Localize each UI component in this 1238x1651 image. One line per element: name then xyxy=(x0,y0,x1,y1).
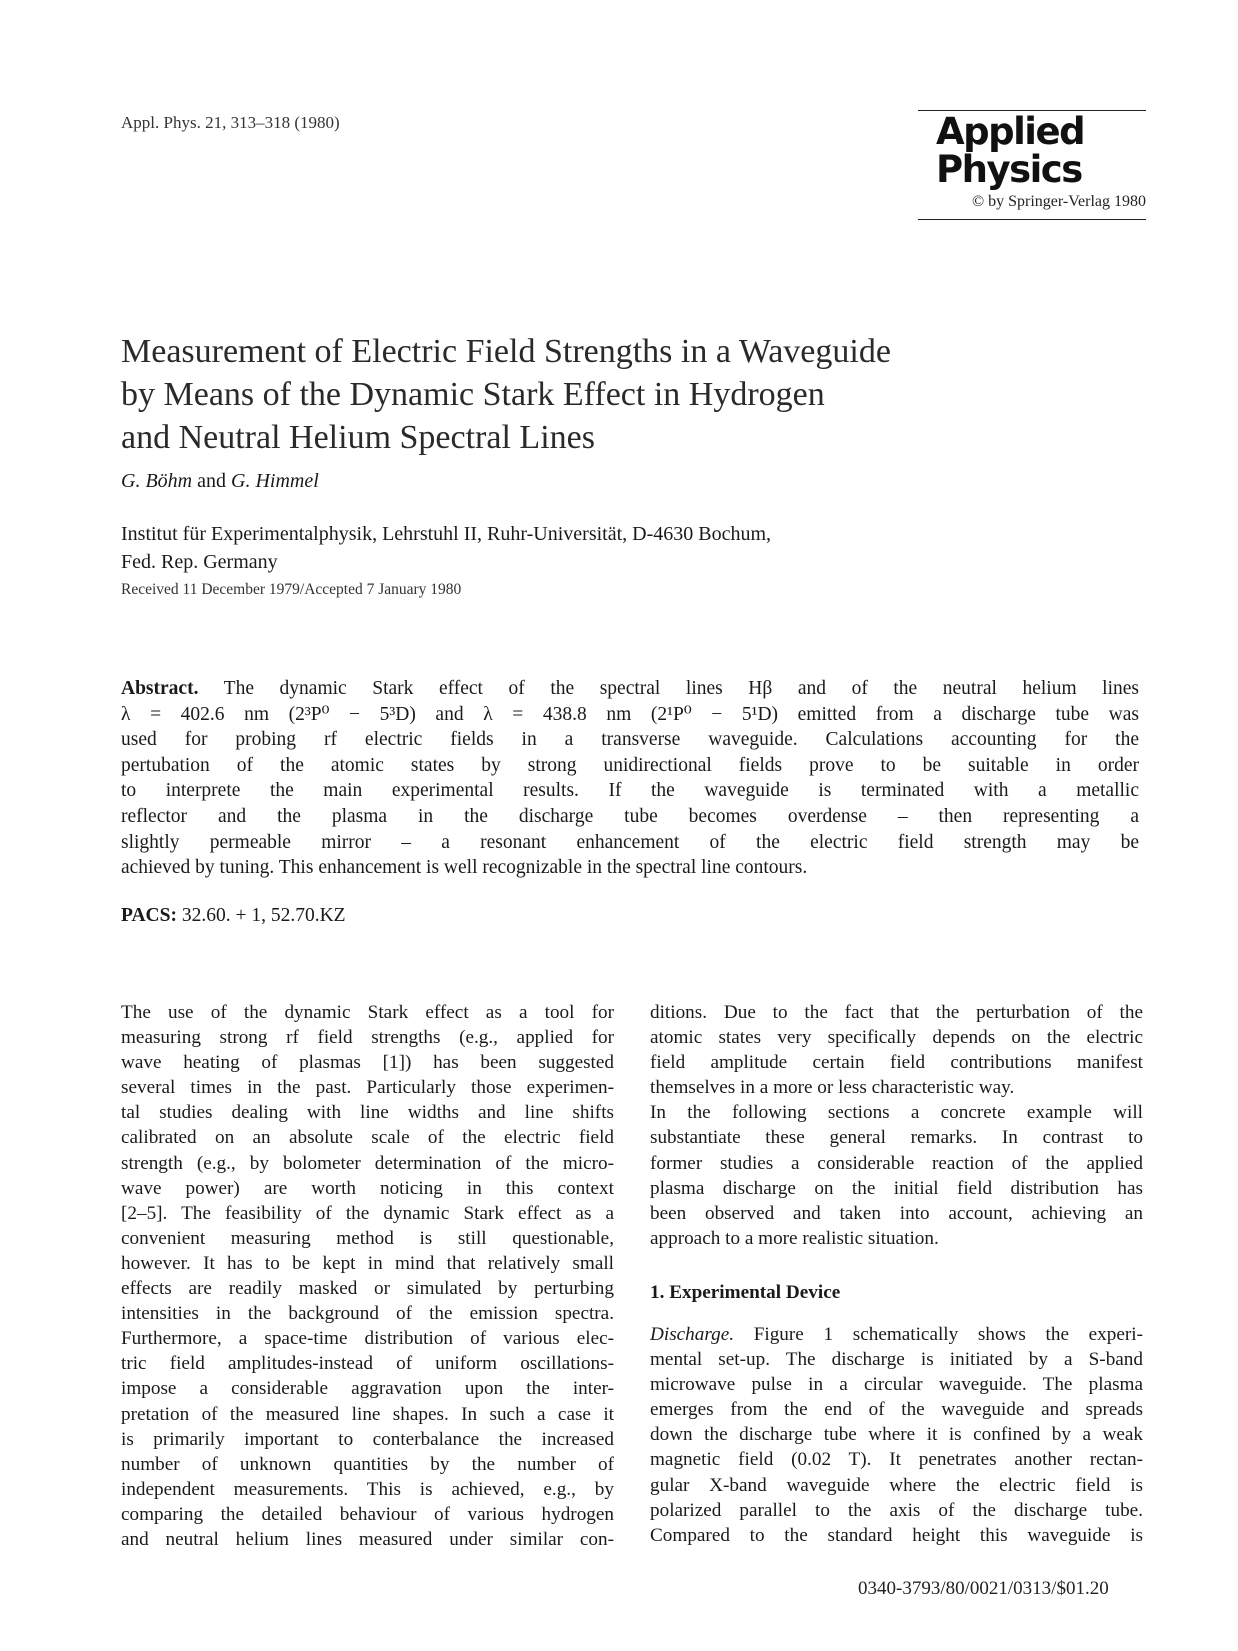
journal-logo xyxy=(918,110,1146,220)
body-line: magnetic field (0.02 T). It penetrates another rectan- xyxy=(650,1449,1143,1471)
title-line: by Means of the Dynamic Stark Effect in Hydrogen xyxy=(121,376,825,413)
paragraph-text: Figure 1 schematically shows the experi- xyxy=(734,1324,1143,1345)
body-line: convenient measuring method is still questionable, xyxy=(121,1227,614,1249)
copyright-notice: © by Springer-Verlag 1980 xyxy=(971,193,1146,210)
body-line: strength (e.g., by bolometer determination of the micro- xyxy=(121,1152,614,1174)
title-line: and Neutral Helium Spectral Lines xyxy=(121,419,595,456)
body-line: down the discharge tube where it is confined by a weak xyxy=(650,1424,1143,1446)
body-line: mental set-up. The discharge is initiated by a S-band xyxy=(650,1349,1143,1371)
received-dates: Received 11 December 1979/Accepted 7 January 1980 xyxy=(121,581,462,598)
abstract-label: Abstract. xyxy=(121,678,199,699)
pacs-value: 32.60. + 1, 52.70.KZ xyxy=(176,905,346,926)
paragraph-lead: Discharge. xyxy=(650,1324,735,1345)
body-line: Compared to the standard height this waveguide is xyxy=(650,1524,1143,1546)
body-line: plasma discharge on the initial field distribution has xyxy=(650,1177,1143,1199)
abstract-line: to interprete the main experimental results. If the waveguide is terminated with a metallic xyxy=(121,780,1139,802)
body-line: comparing the detailed behaviour of various hydrogen xyxy=(121,1503,614,1525)
body-line: In the following sections a concrete example will xyxy=(650,1102,1143,1124)
body-line: calibrated on an absolute scale of the electric field xyxy=(121,1127,614,1149)
body-line: substantiate these general remarks. In contrast to xyxy=(650,1127,1143,1149)
journal-citation: Appl. Phys. 21, 313–318 (1980) xyxy=(121,113,340,132)
body-line: themselves in a more or less characteristic way. xyxy=(650,1077,1015,1099)
section-body xyxy=(650,1322,1143,1548)
body-line: former studies a considerable reaction of the applied xyxy=(650,1152,1143,1174)
author-name: G. Himmel xyxy=(231,470,319,492)
body-line: impose a considerable aggravation upon the inter- xyxy=(121,1378,614,1400)
body-line: microwave pulse in a circular waveguide. The plasma xyxy=(650,1374,1143,1396)
body-line: pretation of the measured line shapes. In such a case it xyxy=(121,1403,614,1425)
body-line: atomic states very specifically depends on the electric xyxy=(650,1027,1143,1049)
body-line: gular X-band waveguide where the electric field is xyxy=(650,1474,1143,1496)
body-line: Furthermore, a space-time distribution of various elec- xyxy=(121,1328,614,1350)
section-heading: 1. Experimental Device xyxy=(650,1282,841,1303)
body-line: several times in the past. Particularly those experimen- xyxy=(121,1077,614,1099)
body-line: ditions. Due to the fact that the perturbation of the xyxy=(650,1002,1143,1023)
abstract-line: achieved by tuning. This enhancement is well recognizable in the spectral line contours. xyxy=(121,857,808,879)
body-line: been observed and taken into account, achieving an xyxy=(650,1202,1143,1224)
article-code: 0340-3793/80/0021/0313/$01.20 xyxy=(858,1578,1109,1599)
abstract-line: pertubation of the atomic states by strong unidirectional fields prove to be suitable in order xyxy=(121,754,1139,776)
body-line: polarized parallel to the axis of the discharge tube. xyxy=(650,1499,1143,1521)
body-left-column xyxy=(121,1000,614,1552)
authors xyxy=(121,470,319,493)
journal-name-line1: Applied xyxy=(936,110,1085,153)
logo-bottom-rule xyxy=(918,219,1146,220)
abstract-line: used for probing rf electric fields in a transverse waveguide. Calculations accounting for the xyxy=(121,729,1139,751)
pacs-codes xyxy=(121,905,346,927)
abstract-line: λ = 402.6 nm (2³P⁰ − 5³D) and λ = 438.8 nm (2¹P⁰ − 5¹D) emitted from a discharge tube was xyxy=(121,703,1139,725)
abstract-line: reflector and the plasma in the discharge tube becomes overdense – then representing a xyxy=(121,805,1139,827)
affiliation-line: Fed. Rep. Germany xyxy=(121,551,278,573)
body-line: independent measurements. This is achieved, e.g., by xyxy=(121,1478,614,1500)
body-line: The use of the dynamic Stark effect as a tool for xyxy=(121,1002,614,1023)
paper-title xyxy=(121,330,1021,459)
body-line: is primarily important to conterbalance the increased xyxy=(121,1428,614,1450)
body-line: intensities in the background of the emission spectra. xyxy=(121,1303,614,1325)
body-line: measuring strong rf field strengths (e.g., applied for xyxy=(121,1027,614,1049)
body-line: and neutral helium lines measured under similar con- xyxy=(121,1528,614,1550)
pacs-label: PACS: xyxy=(121,905,177,926)
body-line: field amplitude certain field contributions manifest xyxy=(650,1052,1143,1074)
body-line: however. It has to be kept in mind that relatively small xyxy=(121,1252,614,1274)
body-line: approach to a more realistic situation. xyxy=(650,1227,939,1249)
body-line: number of unknown quantities by the number of xyxy=(121,1453,614,1475)
body-line: tal studies dealing with line widths and line shifts xyxy=(121,1102,614,1124)
body-line: tric field amplitudes-instead of uniform oscillations- xyxy=(121,1353,614,1375)
journal-name-line2: Physics xyxy=(936,148,1082,191)
body-line: [2–5]. The feasibility of the dynamic Stark effect as a xyxy=(121,1202,614,1224)
abstract xyxy=(121,676,1139,881)
author-conjunction: and xyxy=(192,470,231,492)
body-line: wave power) are worth noticing in this context xyxy=(121,1177,614,1199)
affiliation-line: Institut für Experimentalphysik, Lehrstuhl II, Ruhr-Universität, D-4630 Bochum, xyxy=(121,523,772,545)
affiliation xyxy=(121,520,981,576)
body-line: wave heating of plasmas [1]) has been suggested xyxy=(121,1052,614,1074)
body-line xyxy=(650,1322,1143,1347)
body-line: emerges from the end of the waveguide and spreads xyxy=(650,1399,1143,1421)
abstract-line: slightly permeable mirror – a resonant enhancement of the electric field strength may be xyxy=(121,831,1139,853)
abstract-text: The dynamic Stark effect of the spectral lines Hβ and of the neutral helium lines xyxy=(198,678,1139,699)
body-right-column xyxy=(650,1000,1143,1251)
title-line: Measurement of Electric Field Strengths in a Waveguide xyxy=(121,333,891,370)
abstract-line xyxy=(121,676,1139,702)
body-line: effects are readily masked or simulated by perturbing xyxy=(121,1278,614,1300)
author-name: G. Böhm xyxy=(121,470,193,492)
